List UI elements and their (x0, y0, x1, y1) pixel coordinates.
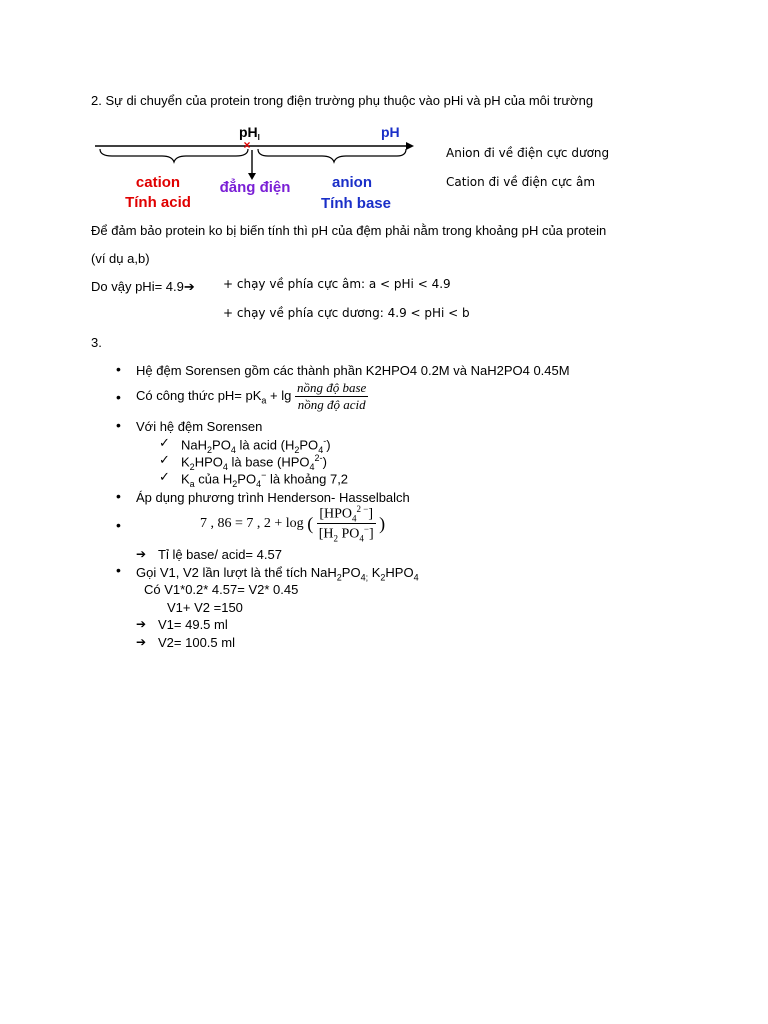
bullet-icon: • (116, 562, 121, 578)
cation-brace (100, 149, 248, 162)
right-arrow-icon: ➔ (183, 279, 195, 294)
electrophoresis-diagram (92, 118, 422, 218)
conclusion-line: Do vậy pHi= 4.9➔ (91, 279, 195, 294)
result-v2: V2= 100.5 ml (158, 635, 235, 650)
equation-fraction: $\frac{[HPO_4^{2 -}]}{[H_2 PO_4^-]}$ (318, 504, 374, 544)
check-acid: $NaH_2PO_4$ là acid $(H_2PO_4^-)$ (181, 436, 331, 455)
check-icon: ✓ (159, 435, 170, 450)
cation-note: Cation đi về điện cực âm (446, 175, 596, 189)
acid-label: Tính acid (125, 194, 191, 211)
check-icon: ✓ (159, 452, 170, 467)
equation-line-1: Có V1*0.2* 4.57= V2* 0.45 (144, 582, 299, 597)
cation-label: cation (135, 174, 181, 191)
line-anode: + chạy về phía cực dương: 4.9 < pHi < b (223, 306, 470, 320)
bullet-icon: • (116, 389, 121, 405)
isoelectric-label: đẳng điện (219, 179, 291, 196)
anion-label: anion (332, 174, 372, 191)
equation-line-2: V1+ V2 =150 (167, 600, 243, 615)
anion-brace (258, 149, 406, 162)
result-v1: V1= 49.5 ml (158, 617, 228, 632)
check-ka: $K_a$ của $H_2PO_4^-$ là khoảng 7,2 (181, 470, 349, 489)
ph-label: pH (381, 124, 400, 140)
check-base: $K_2HPO_4$ là base $(HPO_4^{2-})$ (181, 453, 327, 472)
base-label: Tính base (320, 195, 392, 212)
formula-line: Có công thức $pH= pK_a + \lg$ $\frac{\text{nồng độ base}}{\text{nồng độ acid}}$ (136, 380, 367, 412)
anion-note: Anion đi về điện cực dương (446, 146, 610, 160)
right-arrow-icon: ➔ (136, 635, 147, 649)
section-3-heading: 3. (91, 335, 102, 350)
bullet-icon: • (116, 488, 121, 504)
ph-axis-arrowhead (406, 142, 414, 150)
paragraph-buffer-range: Để đảm bảo protein ko bị biến tính thì pH của đệm phải nằm trong khoảng pH của protein (91, 223, 607, 238)
concentration-fraction: $\frac{\text{nồng độ base}}{\text{nồng độ acid}}$ (296, 380, 367, 412)
sorensen-intro: Với hệ đệm Sorensen (136, 419, 263, 434)
paragraph-example: (ví dụ a,b) (91, 251, 150, 266)
phi-marker: × (243, 138, 251, 152)
check-icon: ✓ (159, 469, 170, 484)
ratio-line: Tỉ lệ base/ acid= 4.57 (158, 547, 282, 562)
sorensen-components: Hệ đệm Sorensen gồm các thành phần K2HPO4 0.2M và NaH2PO4 0.45M (136, 363, 570, 378)
right-arrow-icon: ➔ (136, 547, 147, 561)
bullet-icon: • (116, 517, 121, 533)
bullet-icon: • (116, 417, 121, 433)
right-arrow-icon: ➔ (136, 617, 147, 631)
phi-label: $pH_I$ (239, 124, 260, 142)
henderson-line: Áp dụng phương trình Henderson- Hasselbalch (136, 490, 410, 505)
section-2-heading: 2. Sự di chuyển của protein trong điện trường phụ thuộc vào pHi và pH của môi trường (91, 93, 594, 108)
volume-definition: Gọi V1, V2 lần lượt là thể tích $NaH_2PO_{4;}$ $K_2HPO_4$ (136, 565, 419, 583)
bullet-icon: • (116, 361, 121, 377)
line-cathode: + chạy về phía cực âm: a < pHi < 4.9 (223, 277, 451, 291)
henderson-equation: 7 , 86 = 7 , 2 + log ( $\frac{[HPO_4^{2 -}]}{[H_2 PO_4^-]}$ ) (200, 504, 386, 544)
